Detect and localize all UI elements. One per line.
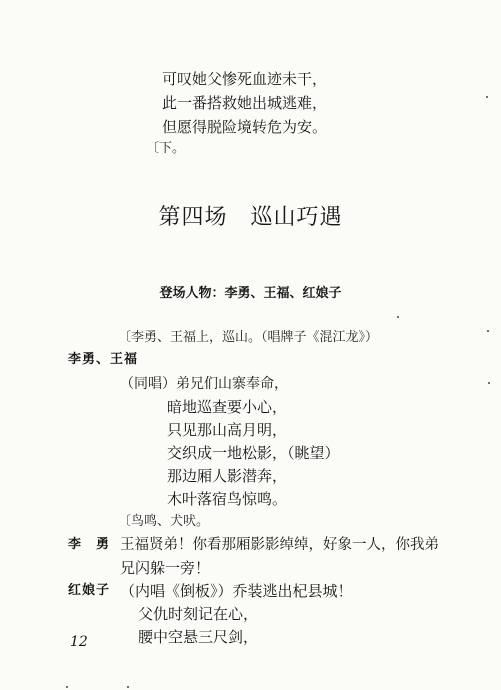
bird-stage-direction: 〔鸟鸣、犬吠。	[118, 514, 210, 529]
speaker-hong: 红娘子	[68, 583, 111, 598]
hong-line-1: （内唱《倒板》）乔装逃出杞县城！	[120, 582, 353, 600]
page-number: 12	[70, 634, 88, 650]
scan-speck	[127, 686, 129, 688]
speaker-li-wang: 李勇、王福	[68, 352, 139, 367]
li-speech-line-2: 兄闪躲一旁！	[120, 559, 211, 577]
scan-speck	[487, 330, 489, 332]
duet-line-1: （同唱）弟兄们山寨奉命，	[120, 376, 288, 392]
duet-line-3: 只见那山高月明，	[167, 421, 288, 439]
exit-stage-direction: 〔下。	[146, 141, 186, 156]
hong-line-2: 父仇时刻记在心，	[138, 605, 259, 623]
scan-speck	[66, 686, 68, 688]
speaker-li: 李 勇	[68, 537, 111, 552]
duet-line-4: 交织成一地松影，（眺望）	[167, 444, 340, 462]
verse-line-2: 此一番搭救她出城逃难，	[162, 94, 328, 112]
duet-line-5: 那边厢人影潜奔，	[167, 467, 288, 485]
verse-line-1: 可叹她父惨死血迹未干，	[162, 70, 328, 88]
scan-speck	[486, 96, 488, 98]
duet-line-6: 木叶落宿鸟惊鸣。	[167, 490, 288, 508]
li-speech-line-1: 王福贤弟！你看那厢影影绰绰，好象一人，你我弟	[120, 537, 439, 553]
scan-speck	[397, 316, 399, 318]
characters-line: 登场人物：李勇、王福、红娘子	[159, 286, 342, 301]
hong-line-3: 腰中空悬三尺剑，	[138, 628, 259, 646]
scene-title: 第四场 巡山巧遇	[158, 205, 343, 230]
entrance-stage-direction: 〔李勇、王福上，巡山。（唱牌子《混江龙》）	[118, 330, 379, 345]
scan-speck	[488, 382, 490, 384]
duet-line-2: 暗地巡查要小心，	[167, 398, 288, 416]
verse-line-3: 但愿得脱险境转危为安。	[162, 118, 328, 136]
